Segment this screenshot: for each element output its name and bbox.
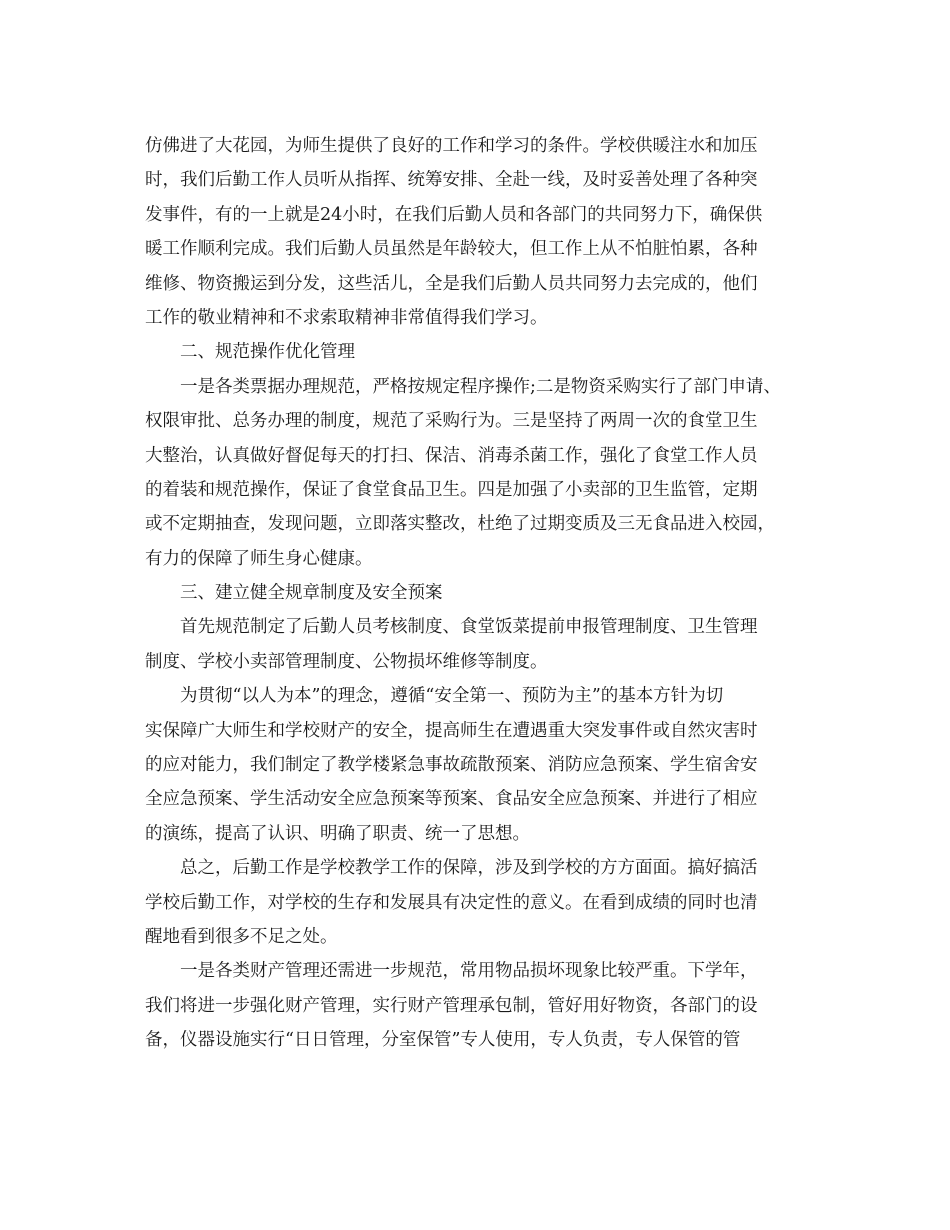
text-line: 维修、物资搬运到分发，这些活儿，全是我们后勤人员共同努力去完成的，他们 bbox=[145, 273, 758, 294]
text-line: 工作的敬业精神和不求索取精神非常值得我们学习。 bbox=[145, 307, 548, 328]
section-heading: 三、建立健全规章制度及安全预案 bbox=[180, 583, 443, 604]
text-line: 全应急预案、学生活动安全应急预案等预案、食品安全应急预案、并进行了相应 bbox=[145, 789, 758, 810]
text-line: 为贯彻“以人为本”的理念，遵循“安全第一、预防为主”的基本方针为切 bbox=[180, 686, 724, 707]
text-line: 一是各类财产管理还需进一步规范，常用物品损坏现象比较严重。下学年， bbox=[180, 961, 758, 982]
text-line: 的演练，提高了认识、明确了职责、统一了思想。 bbox=[145, 823, 530, 844]
text-line: 仿佛进了大花园，为师生提供了良好的工作和学习的条件。学校供暖注水和加压 bbox=[145, 136, 758, 156]
text-line: 大整治，认真做好督促每天的打扫、保洁、消毒杀菌工作，强化了食堂工作人员 bbox=[145, 445, 758, 466]
text-line: 或不定期抽查，发现问题，立即落实整改，杜绝了过期变质及三无食品进入校园， bbox=[145, 514, 775, 535]
text-line: 醒地看到很多不足之处。 bbox=[145, 926, 338, 947]
text-line: 学校后勤工作，对学校的生存和发展具有决定性的意义。在看到成绩的同时也清 bbox=[145, 892, 758, 913]
text-line: 总之，后勤工作是学校教学工作的保障，涉及到学校的方方面面。搞好搞活 bbox=[180, 858, 758, 879]
text-line: 一是各类票据办理规范，严格按规定程序操作;二是物资采购实行了部门申请、 bbox=[180, 376, 781, 397]
text-line: 发事件，有的一上就是24小时，在我们后勤人员和各部门的共同努力下，确保供 bbox=[145, 204, 763, 225]
text-line: 制度、学校小卖部管理制度、公物损坏维修等制度。 bbox=[145, 651, 548, 672]
text-line: 备，仪器设施实行“日日管理，分室保管”专人使用，专人负责，专人保管的管 bbox=[145, 1030, 741, 1051]
document-body bbox=[145, 129, 805, 1058]
text-line: 实保障广大师生和学校财产的安全，提高师生在遭遇重大突发事件或自然灾害时 bbox=[145, 720, 758, 741]
section-heading: 二、规范操作优化管理 bbox=[180, 342, 355, 363]
text-line: 有力的保障了师生身心健康。 bbox=[145, 548, 373, 569]
text-line: 首先规范制定了后勤人员考核制度、食堂饭菜提前申报管理制度、卫生管理 bbox=[180, 617, 758, 638]
text-line: 的着装和规范操作，保证了食堂食品卫生。四是加强了小卖部的卫生监管，定期 bbox=[145, 479, 758, 500]
text-line: 我们将进一步强化财产管理，实行财产管理承包制，管好用好物资，各部门的设 bbox=[145, 995, 758, 1016]
text-line: 的应对能力，我们制定了教学楼紧急事故疏散预案、消防应急预案、学生宿舍安 bbox=[145, 755, 758, 776]
text-line: 时，我们后勤工作人员听从指挥、统筹安排、全赴一线，及时妥善处理了各种突 bbox=[145, 170, 758, 191]
text-line: 权限审批、总务办理的制度，规范了采购行为。三是坚持了两周一次的食堂卫生 bbox=[145, 411, 758, 432]
text-line: 暖工作顺利完成。我们后勤人员虽然是年龄较大，但工作上从不怕脏怕累，各种 bbox=[145, 239, 758, 260]
